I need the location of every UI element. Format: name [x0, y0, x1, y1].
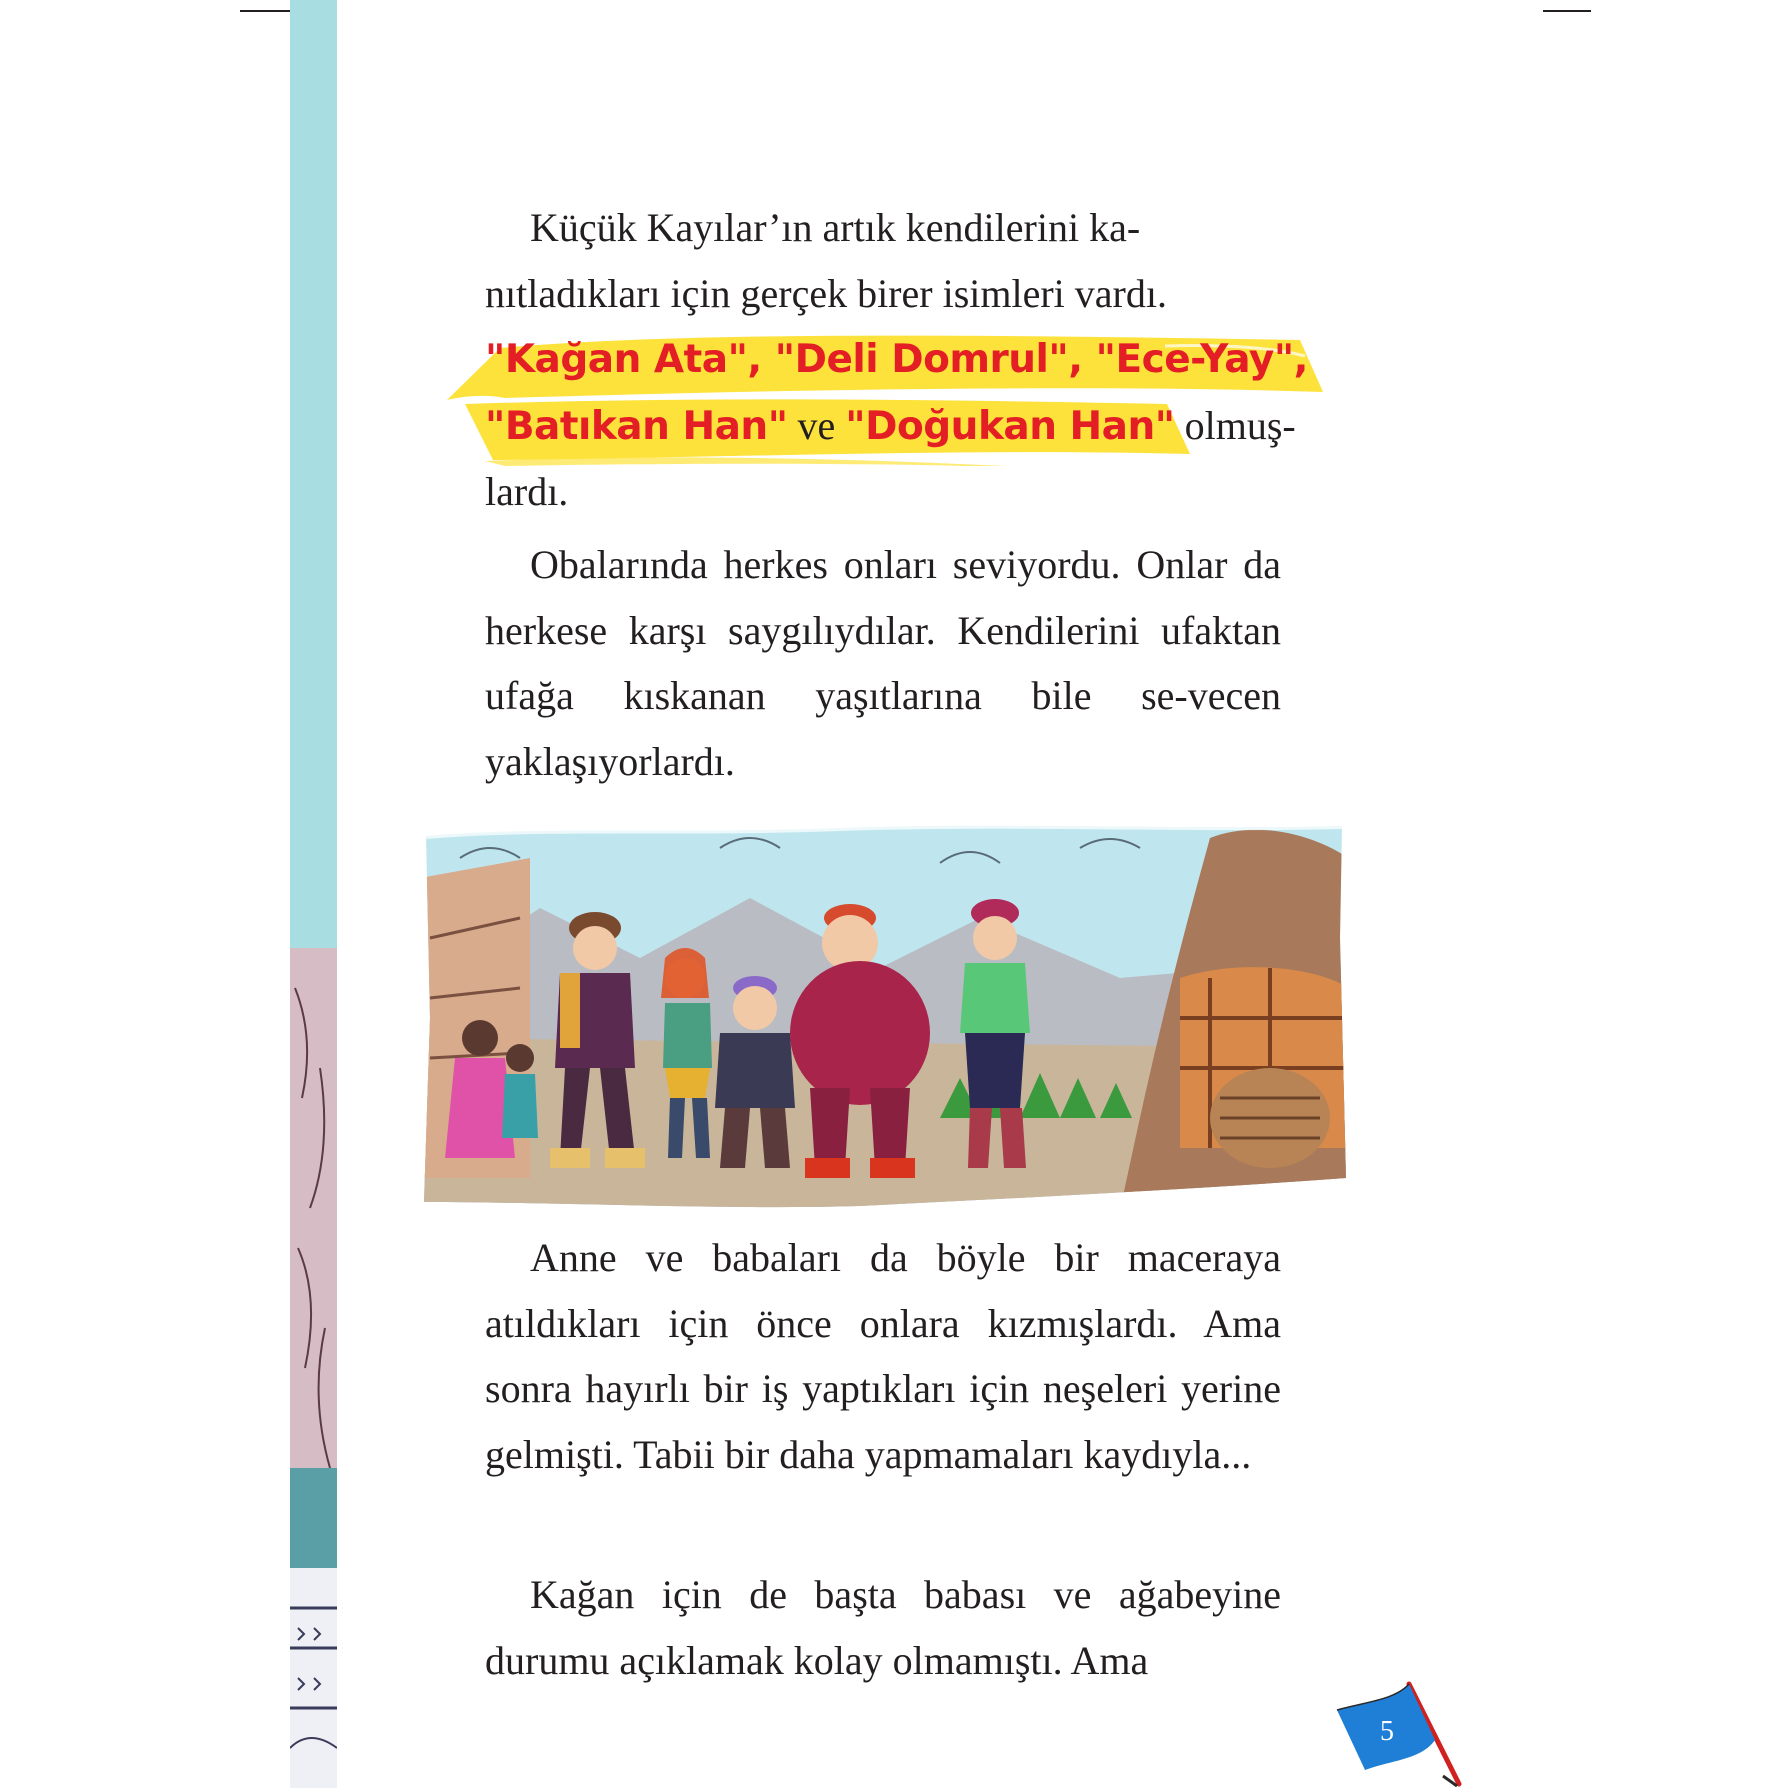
name-dogukan-han: "Doğukan Han": [845, 403, 1175, 449]
paragraph-3-text: Anne ve babaları da böyle bir maceraya atıldıkları için önce onlara kızmışlardı. Ama sonra hayırlı bir iş yaptıkları için neşeleri yerine gelmişti. Tabii bir daha yapmamaları kaydıyla...: [485, 1235, 1281, 1477]
p1-line-5: lardı.: [485, 469, 569, 514]
characters-illustration: [420, 818, 1348, 1210]
names-line-2: [485, 393, 1296, 460]
p1-line-2: nıtladıkları için gerçek birer isimleri vardı.: [485, 270, 1167, 316]
names-line-1: [485, 326, 1308, 393]
paragraph-2: [485, 532, 1281, 794]
paragraph-1: [485, 195, 1308, 525]
connector-ve: ve: [797, 402, 836, 448]
crop-mark-top-left: [240, 10, 290, 12]
paragraph-3: [485, 1225, 1281, 1487]
paragraph-4: [485, 1562, 1281, 1693]
names-highlight-block: [485, 326, 1308, 459]
name-batikan-han: "Batıkan Han": [485, 403, 788, 449]
names-first-three: "Kağan Ata", "Deli Domrul", "Ece-Yay",: [485, 337, 1308, 382]
paragraph-2-text: Obalarında herkes onları seviyordu. Onlar da herkese karşı saygılıydılar. Kendilerini ufaktan ufağa kıskanan yaşıtlarına bile se-vecen yaklaşıyorlardı.: [485, 542, 1281, 784]
p1-line-1: Küçük Kayılar’ın artık kendilerini ka-: [530, 205, 1141, 250]
crop-mark-top-right: [1543, 10, 1591, 12]
paragraph-4-text: Kağan için de başta babası ve ağabeyine durumu açıklamak kolay olmamıştı. Ama: [485, 1572, 1281, 1683]
page-number: 5: [1380, 1716, 1394, 1747]
side-strip-illustration: [290, 948, 337, 1788]
after-names-text: olmuş-: [1184, 402, 1296, 448]
